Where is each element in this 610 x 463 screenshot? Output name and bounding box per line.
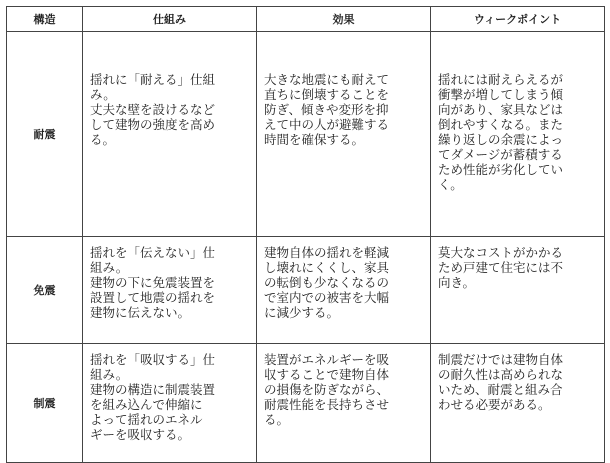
header-effect: 効果 (257, 7, 431, 32)
mechanism-cell: 揺れを「吸収する」仕 組み。 建物の構造に制震装置 を組み込んで伸縮に よって揺れのエネル ギーを吸収する。 (83, 344, 257, 463)
effect-cell: 大きな地震にも耐えて 直ちに倒壊することを 防ぎ、傾きや変形を抑 えて中の人が避難する 時間を確保する。 (257, 32, 431, 237)
header-row (7, 7, 605, 32)
effect-cell: 装置がエネルギーを吸 収することで建物自体 の損傷を防ぎながら、 耐震性能を長持ちさせ る。 (257, 344, 431, 463)
mechanism-cell: 揺れに「耐える」仕組 み。 丈夫な壁を設けるなど して建物の強度を高め る。 (83, 32, 257, 237)
mechanism-cell: 揺れを「伝えない」仕 組み。 建物の下に免震装置を 設置して地震の揺れを 建物に伝えない。 (83, 237, 257, 344)
row-structure-label: 制震 (7, 344, 83, 463)
table-row (7, 344, 605, 463)
row-structure-label: 免震 (7, 237, 83, 344)
weakpoint-cell: 制震だけでは建物自体 の耐久性は高められな いため、耐震と組み合 わせる必要がある。 (431, 344, 605, 463)
header-mechanism: 仕組み (83, 7, 257, 32)
header-structure: 構造 (7, 7, 83, 32)
effect-cell: 建物自体の揺れを軽減 し壊れにくくし、家具 の転倒も少なくなるの で室内での被害を大幅 に減少する。 (257, 237, 431, 344)
earthquake-structure-comparison-table (6, 6, 605, 463)
weakpoint-cell: 莫大なコストがかかる ため戸建て住宅には不 向き。 (431, 237, 605, 344)
table-row (7, 32, 605, 237)
table-row (7, 237, 605, 344)
header-weakpoint: ウィークポイント (431, 7, 605, 32)
row-structure-label: 耐震 (7, 32, 83, 237)
weakpoint-cell: 揺れには耐えらえるが 衝撃が増してしまう傾 向があり、家具などは 倒れやすくなる。また 繰り返しの余震によっ てダメージが蓄積する ため性能が劣化してい く。 (431, 32, 605, 237)
